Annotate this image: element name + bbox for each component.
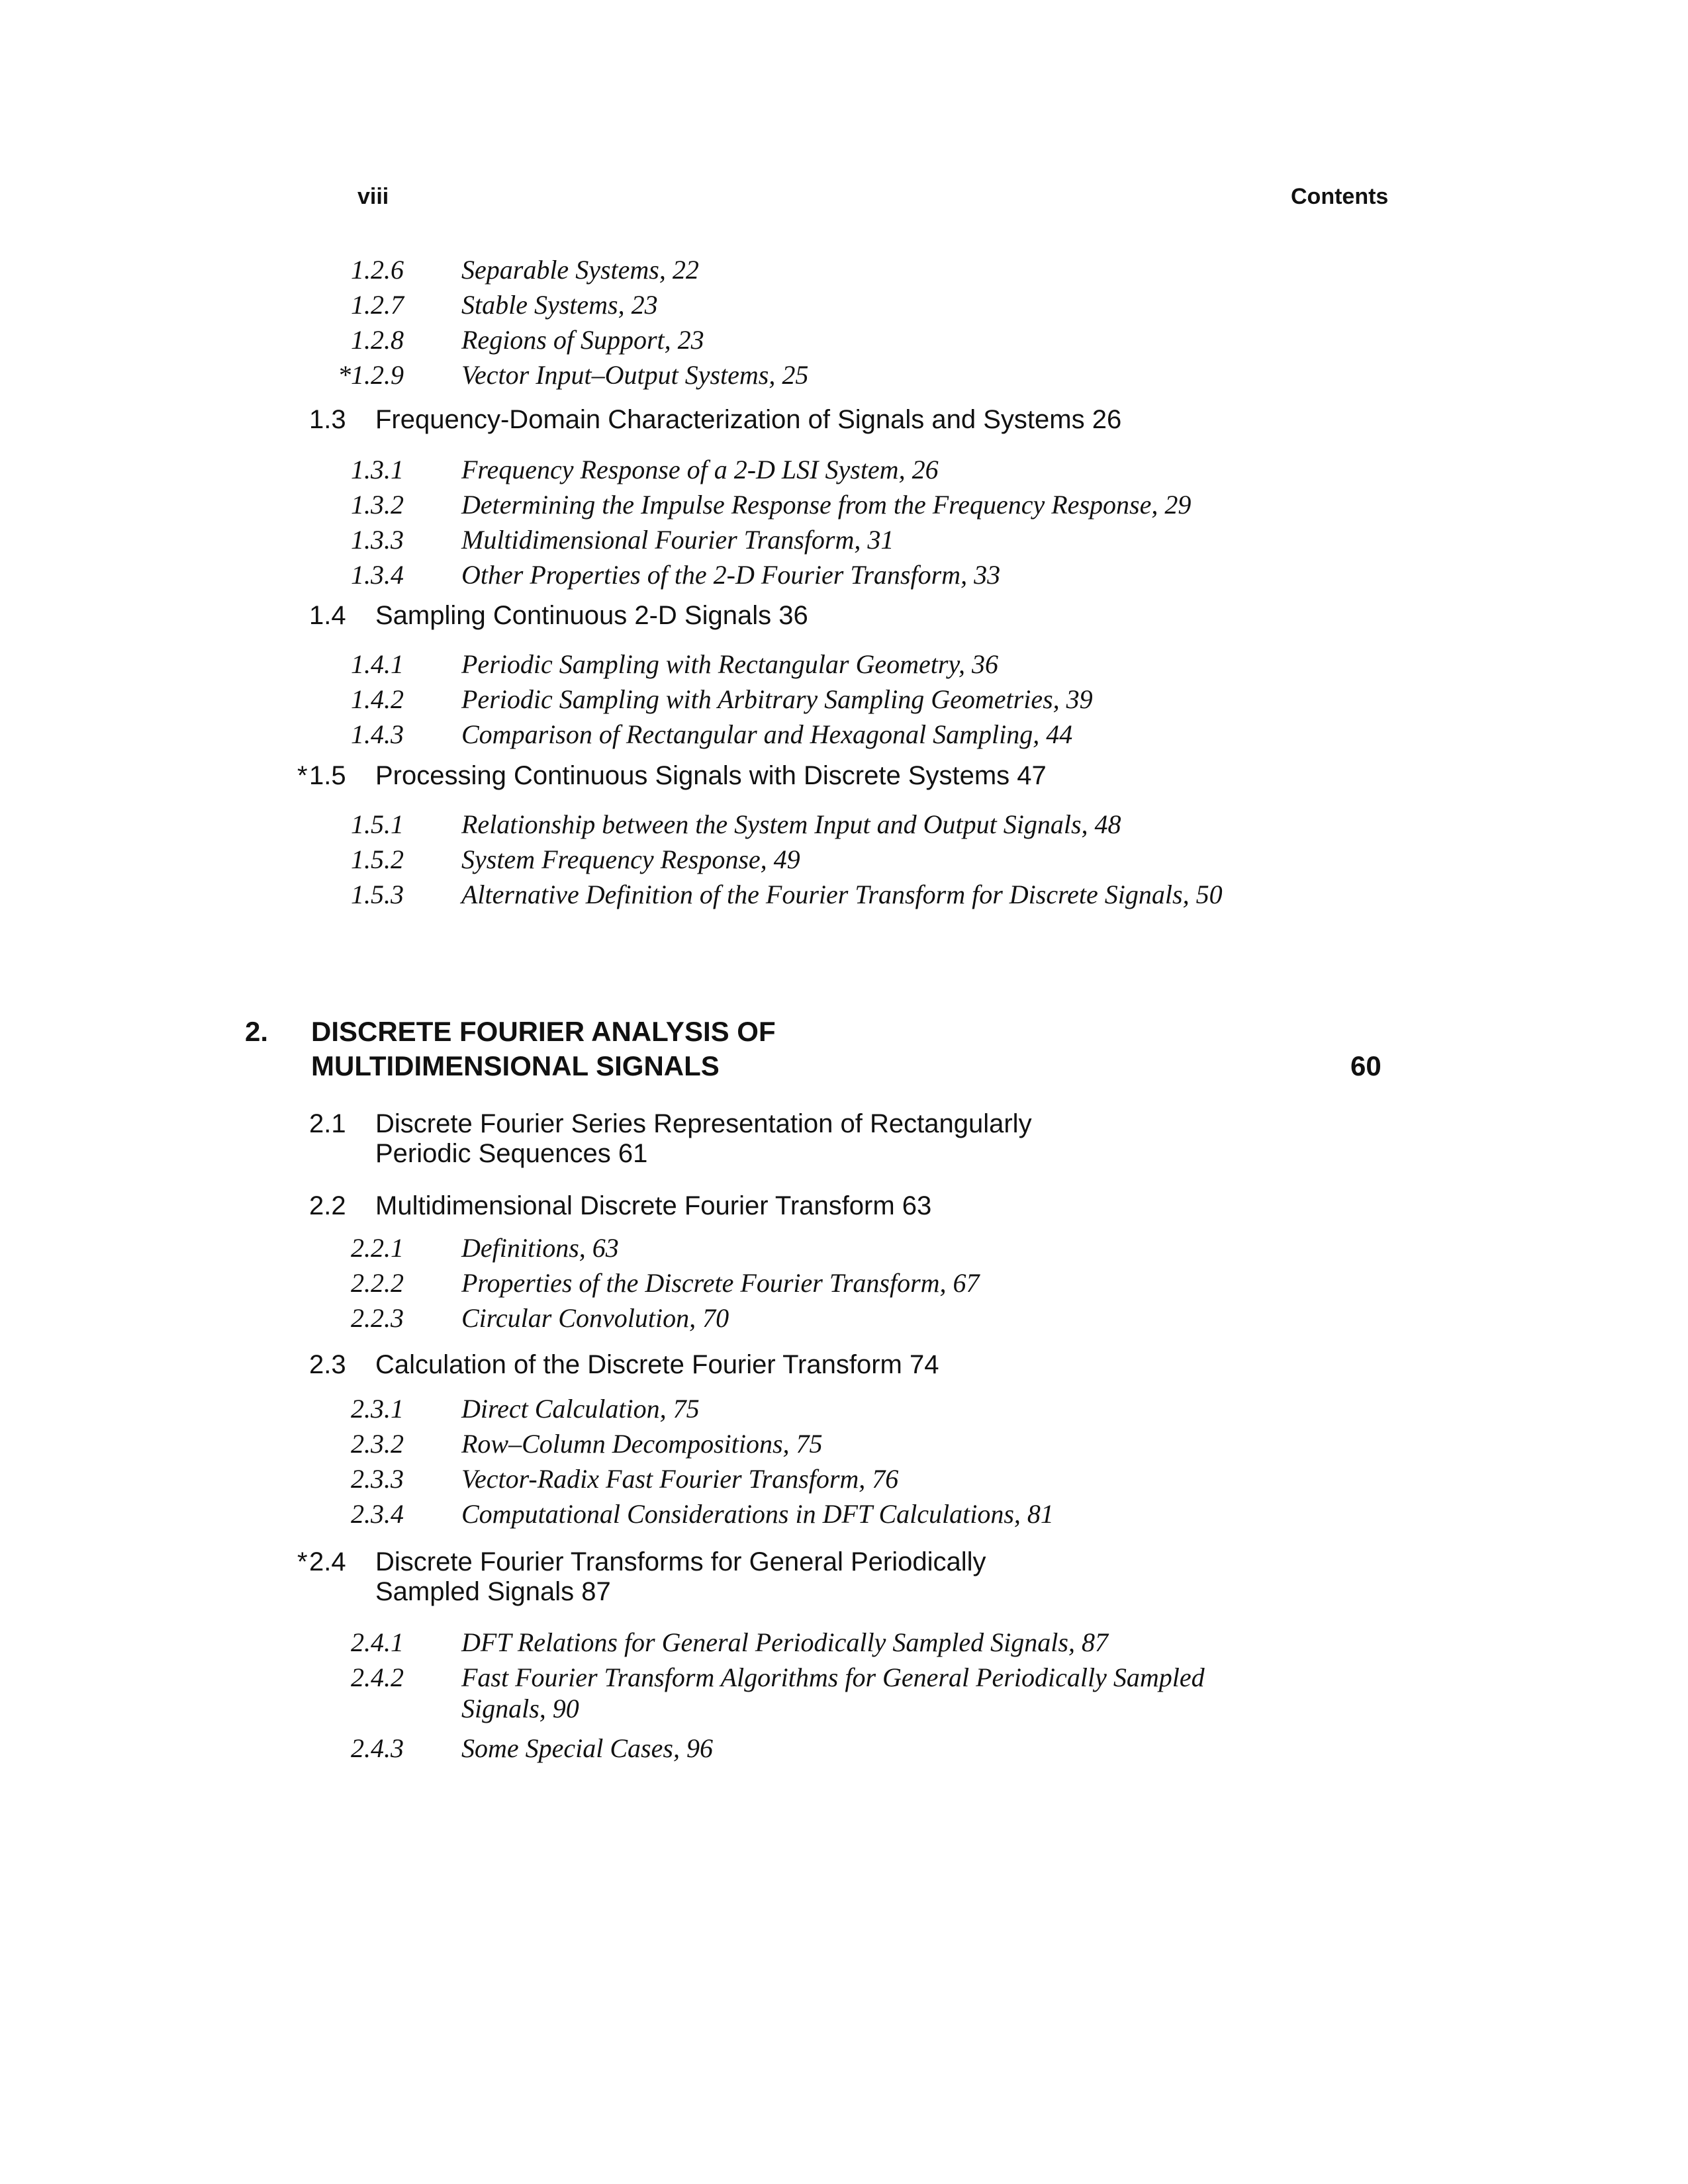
entry-number: 1.5.3 — [351, 880, 404, 909]
entry-number: 2.3.4 — [351, 1499, 404, 1529]
entry-title: Definitions, 63 — [461, 1233, 619, 1263]
toc-entry-2-3-1[interactable] — [351, 1393, 700, 1424]
toc-entry-1-5-3[interactable] — [351, 879, 1223, 910]
entry-number: 1.3.4 — [351, 560, 404, 590]
toc-entry-1-5-2[interactable] — [351, 844, 800, 875]
entry-number: 1.3.3 — [351, 525, 404, 555]
toc-entry-2-4-1[interactable] — [351, 1627, 1108, 1658]
entry-number: 2.4.1 — [351, 1627, 404, 1657]
section-title: Calculation of the Discrete Fourier Transform 74 — [375, 1350, 939, 1379]
toc-entry-2-2-2[interactable] — [351, 1267, 980, 1298]
toc-entry-2-4-3[interactable] — [351, 1733, 713, 1764]
optional-marker: * — [297, 1547, 308, 1576]
toc-entry-1-2-7[interactable] — [351, 289, 658, 320]
toc-entry-2-4-2[interactable] — [351, 1662, 1205, 1724]
entry-number: 2.2.1 — [351, 1233, 404, 1263]
entry-title: Stable Systems, 23 — [461, 290, 658, 320]
entry-title-continued: Signals, 90 — [461, 1694, 579, 1723]
toc-entry-2-3-3[interactable] — [351, 1463, 898, 1494]
entry-title: Multidimensional Fourier Transform, 31 — [461, 525, 894, 555]
toc-entry-1-3-4[interactable] — [351, 559, 1000, 590]
entry-number: 1.4.2 — [351, 684, 404, 714]
entry-number: 1.5.2 — [351, 844, 404, 874]
section-title: Discrete Fourier Series Representation of Rectangularly — [375, 1109, 1032, 1138]
chapter-title-line-1: DISCRETE FOURIER ANALYSIS OF — [311, 1016, 776, 1047]
section-title: Discrete Fourier Transforms for General Periodically — [375, 1547, 986, 1576]
toc-entry-1-5-1[interactable] — [351, 809, 1121, 840]
entry-title: Frequency Response of a 2-D LSI System, 26 — [461, 455, 939, 484]
section-title-continued: Sampled Signals 87 — [375, 1577, 611, 1606]
section-title: Multidimensional Discrete Fourier Transform 63 — [375, 1191, 932, 1220]
entry-number: 1.3.1 — [351, 455, 404, 484]
optional-marker: * — [297, 761, 308, 790]
entry-title: Periodic Sampling with Rectangular Geometry, 36 — [461, 649, 998, 679]
section-number: 2.3 — [309, 1350, 346, 1379]
section-number: 2.4 — [309, 1547, 346, 1576]
toc-entry-1-2-6[interactable] — [351, 254, 699, 285]
entry-number: 2.3.1 — [351, 1394, 404, 1424]
entry-number: 1.3.2 — [351, 490, 404, 520]
entry-title: Circular Convolution, 70 — [461, 1303, 729, 1333]
section-title: Processing Continuous Signals with Discrete Systems 47 — [375, 761, 1047, 790]
toc-entry-1-4-1[interactable] — [351, 649, 998, 680]
entry-number: 1.2.7 — [351, 290, 404, 320]
toc-section-1-5[interactable] — [297, 761, 1047, 791]
chapter-page-number: 60 — [1350, 1050, 1382, 1081]
entry-number: 1.2.8 — [351, 325, 404, 355]
section-number: 1.3 — [309, 405, 346, 434]
toc-entry-1-3-3[interactable] — [351, 524, 894, 555]
section-title-continued: Periodic Sequences 61 — [375, 1139, 648, 1168]
entry-title: Properties of the Discrete Fourier Transform, 67 — [461, 1268, 980, 1298]
toc-section-1-3[interactable] — [309, 405, 1121, 435]
entry-title: Regions of Support, 23 — [461, 325, 704, 355]
entry-title: Alternative Definition of the Fourier Transform for Discrete Signals, 50 — [461, 880, 1223, 909]
entry-title: Computational Considerations in DFT Calculations, 81 — [461, 1499, 1054, 1529]
entry-number: 1.4.1 — [351, 649, 404, 679]
entry-title: Vector Input–Output Systems, 25 — [461, 360, 809, 390]
entry-title: Row–Column Decompositions, 75 — [461, 1429, 823, 1459]
toc-entry-1-2-8[interactable] — [351, 324, 704, 355]
toc-entry-2-2-1[interactable] — [351, 1232, 619, 1263]
optional-marker: * — [339, 360, 352, 390]
running-header: Contents — [1291, 184, 1389, 209]
entry-title: Fast Fourier Transform Algorithms for General Periodically Sampled — [461, 1662, 1205, 1692]
entry-title: Periodic Sampling with Arbitrary Sampling Geometries, 39 — [461, 684, 1093, 714]
entry-title: DFT Relations for General Periodically Sampled Signals, 87 — [461, 1627, 1108, 1657]
entry-number: 1.2.9 — [351, 360, 404, 390]
toc-entry-2-2-3[interactable] — [351, 1302, 729, 1334]
entry-number: 2.4.2 — [351, 1662, 404, 1692]
entry-number: 2.2.2 — [351, 1268, 404, 1298]
page-number: viii — [357, 184, 389, 209]
entry-number: 2.2.3 — [351, 1303, 404, 1333]
entry-title: System Frequency Response, 49 — [461, 844, 800, 874]
toc-section-2-1[interactable] — [309, 1109, 1032, 1169]
entry-number: 1.2.6 — [351, 255, 404, 285]
section-number: 1.5 — [309, 761, 346, 790]
toc-entry-1-4-3[interactable] — [351, 719, 1072, 750]
toc-entry-2-3-2[interactable] — [351, 1428, 823, 1459]
toc-section-2-4[interactable] — [297, 1547, 986, 1607]
entry-number: 1.4.3 — [351, 719, 404, 749]
entry-title: Some Special Cases, 96 — [461, 1733, 713, 1763]
entry-number: 2.3.3 — [351, 1464, 404, 1494]
entry-title: Separable Systems, 22 — [461, 255, 699, 285]
chapter-title-line-2: MULTIDIMENSIONAL SIGNALS — [311, 1050, 720, 1081]
section-number: 1.4 — [309, 601, 346, 630]
entry-number: 2.4.3 — [351, 1733, 404, 1763]
toc-section-2-2[interactable] — [309, 1191, 931, 1221]
toc-entry-1-3-2[interactable] — [351, 489, 1191, 520]
entry-title: Determining the Impulse Response from the Frequency Response, 29 — [461, 490, 1192, 520]
entry-title: Vector-Radix Fast Fourier Transform, 76 — [461, 1464, 899, 1494]
entry-title: Other Properties of the 2-D Fourier Transform, 33 — [461, 560, 1001, 590]
entry-number: 1.5.1 — [351, 809, 404, 839]
section-title: Frequency-Domain Characterization of Signals and Systems 26 — [375, 405, 1122, 434]
toc-section-1-4[interactable] — [309, 601, 808, 631]
toc-entry-1-4-2[interactable] — [351, 684, 1093, 715]
section-number: 2.1 — [309, 1109, 346, 1138]
entry-title: Direct Calculation, 75 — [461, 1394, 700, 1424]
section-title: Sampling Continuous 2-D Signals 36 — [375, 601, 808, 630]
entry-number: 2.3.2 — [351, 1429, 404, 1459]
section-number: 2.2 — [309, 1191, 346, 1220]
entry-title: Relationship between the System Input and Output Signals, 48 — [461, 809, 1121, 839]
toc-entry-1-3-1[interactable] — [351, 454, 939, 485]
toc-entry-2-3-4[interactable] — [351, 1498, 1054, 1529]
chapter-number: 2. — [245, 1016, 269, 1047]
toc-section-2-3[interactable] — [309, 1350, 939, 1380]
toc-entry-1-2-9[interactable] — [339, 359, 809, 390]
entry-title: Comparison of Rectangular and Hexagonal Sampling, 44 — [461, 719, 1073, 749]
